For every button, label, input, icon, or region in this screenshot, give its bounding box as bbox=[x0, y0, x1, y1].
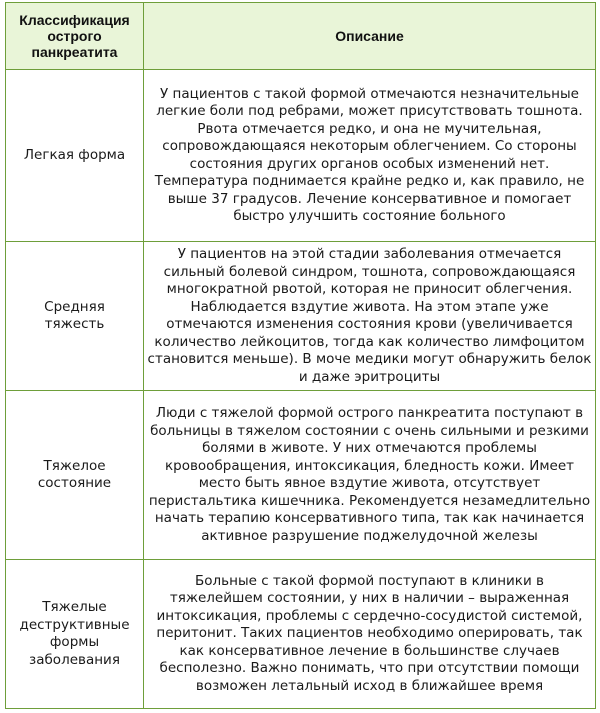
classification-line: тяжесть bbox=[44, 316, 105, 332]
description-cell: У пациентов с такой формой отмечаются незначительные легкие боли под ребрами, может присутствовать тошнота. Рвота отмечается редко, и она не мучительная, сопровождающаяся некоторым облегчением. Со стороны состояния других органов особых изменений нет. Температура поднимается крайне редко и, как правило, не выше 37 градусов. Лечение консервативное и помогает быстро улучшить состояние больного bbox=[144, 70, 596, 242]
header-line: панкреатита bbox=[31, 44, 118, 60]
classification-column-header bbox=[6, 3, 144, 70]
classification-cell bbox=[6, 70, 144, 242]
table-row bbox=[6, 391, 596, 560]
classification-line: деструктивные bbox=[19, 616, 130, 633]
classification-line: Тяжелое bbox=[43, 457, 106, 474]
classification-cell bbox=[6, 242, 144, 391]
table-row bbox=[6, 560, 596, 709]
classification-line: состояние bbox=[37, 475, 112, 491]
description-column-header: Описание bbox=[144, 3, 596, 70]
table-row bbox=[6, 242, 596, 391]
description-cell: Больные с такой формой поступают в клиники в тяжелейшем состоянии, у них в наличии – выраженная интоксикация, проблемы с сердечно-сосудистой системой, перитонит. Таких пациентов необходимо оперировать, так как консервативное лечение в большинстве случаев бесполезно. Важно понимать, что при отсутствии помощи возможен летальный исход в ближайшее время bbox=[144, 560, 596, 709]
table-row bbox=[6, 70, 596, 242]
pancreatitis-classification-table bbox=[5, 2, 596, 709]
classification-line: Легкая форма bbox=[23, 146, 126, 163]
classification-line: заболевания bbox=[29, 651, 120, 668]
header-line: Классификация bbox=[19, 12, 130, 28]
classification-cell bbox=[6, 560, 144, 709]
classification-line: Тяжелые bbox=[42, 599, 107, 615]
description-cell: Люди с тяжелой формой острого панкреатита поступают в больницы в тяжелом состоянии с очень сильными и резкими болями в животе. У них отмечаются проблемы кровообращения, интоксикация, бледность кожи. Имеет место быть явное вздутие живота, отсутствует перистальтика кишечника. Рекомендуется незамедлительно начать терапию консервативного типа, так как начинается активное разрушение поджелудочной железы bbox=[144, 391, 596, 560]
description-cell: У пациентов на этой стадии заболевания отмечается сильный болевой синдром, тошнота, сопровождающаяся многократной рвотой, которая не приносит облегчения. Наблюдается вздутие живота. На этом этапе уже отмечаются изменения состояния крови (увеличивается количество лейкоцитов, тогда как количество лимфоцитом становится меньше). В моче медики могут обнаружить белок и даже эритроциты bbox=[144, 242, 596, 391]
classification-line: формы bbox=[49, 634, 100, 650]
classification-cell bbox=[6, 391, 144, 560]
header-line: острого bbox=[47, 28, 102, 44]
classification-line: Средняя bbox=[44, 298, 105, 315]
table-header-row bbox=[6, 3, 596, 70]
